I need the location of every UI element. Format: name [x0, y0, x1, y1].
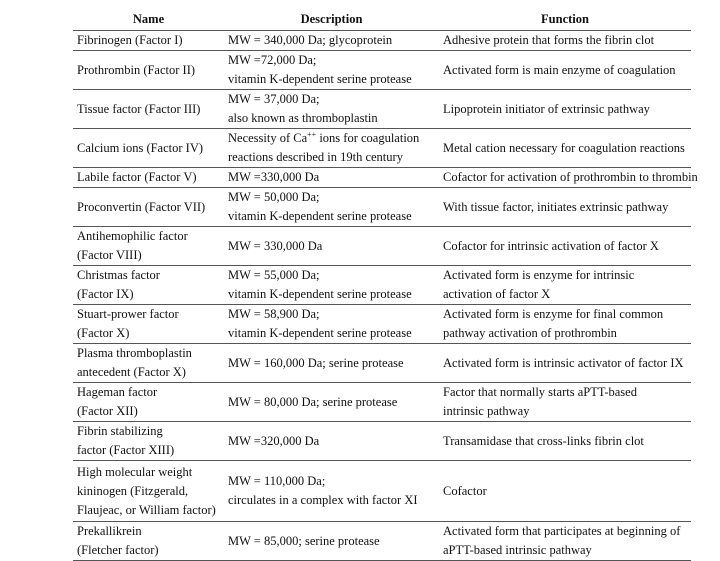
cell-name: [73, 344, 224, 383]
cell-function: [439, 31, 691, 51]
cell-name: [73, 31, 224, 51]
cell-line: Flaujeac, or William factor): [77, 502, 216, 517]
table-row: [73, 168, 691, 188]
cell-line: also known as thromboplastin: [228, 111, 378, 125]
cell-line: MW = 340,000 Da; glycoprotein: [228, 33, 393, 47]
cell-function: [439, 51, 691, 90]
cell-name: [73, 266, 224, 305]
cell-function: [439, 90, 691, 129]
cell-line: Cofactor for intrinsic activation of factor X: [443, 238, 659, 253]
cell-line: MW = 50,000 Da;: [228, 190, 320, 204]
cell-description: [224, 344, 439, 383]
cell-line: MW = 37,000 Da;: [228, 92, 320, 106]
cell-name: [73, 422, 224, 461]
cell-line: MW = 80,000 Da; serine protease: [228, 394, 398, 409]
cell-function: [439, 188, 691, 227]
cell-line: MW =72,000 Da;: [228, 53, 317, 67]
cell-line: (Factor IX): [77, 287, 134, 301]
cell-line: Cofactor for activation of prothrombin to thrombin: [443, 170, 698, 184]
cell-line: Hageman factor: [77, 385, 158, 399]
cell-line: Fibrin stabilizing: [77, 424, 163, 438]
superscript-charge: ++: [307, 129, 317, 139]
cell-line: Stuart-prower factor: [77, 307, 179, 321]
cell-line: Metal cation necessary for coagulation reactions: [443, 140, 685, 155]
cell-function: [439, 522, 691, 561]
table-row: [73, 305, 691, 344]
cell-line: vitamin K-dependent serine protease: [228, 326, 412, 340]
cell-line: Antihemophilic factor: [77, 229, 188, 243]
cell-function: [439, 129, 691, 168]
cell-line: vitamin K-dependent serine protease: [228, 287, 412, 301]
cell-line: reactions described in 19th century: [228, 150, 403, 164]
header-name: Name: [73, 8, 224, 31]
table-row: [73, 422, 691, 461]
cell-function: [439, 168, 698, 188]
text-run: ions for coagulation: [316, 131, 420, 145]
cell-description: [224, 31, 439, 51]
cell-line: (Factor XII): [77, 404, 138, 418]
table-row: [73, 227, 691, 266]
table-row: [73, 383, 691, 422]
cell-function: [439, 422, 691, 461]
header-description: Description: [224, 8, 439, 31]
cell-name: [73, 383, 224, 422]
cell-line: Christmas factor: [77, 268, 160, 282]
cell-description: [224, 266, 439, 305]
cell-line: Activated form is main enzyme of coagulation: [443, 62, 676, 77]
cell-name: [73, 168, 224, 188]
cell-line: Fibrinogen (Factor I): [77, 33, 183, 47]
cell-line: MW = 58,900 Da;: [228, 307, 320, 321]
cell-line: factor (Factor XIII): [77, 443, 175, 457]
cell-line: (Factor X): [77, 326, 130, 340]
cell-name: [73, 51, 224, 90]
cell-name: [73, 522, 224, 561]
table-row: [73, 31, 691, 51]
cell-line: MW = 110,000 Da;: [228, 474, 326, 488]
cell-line: (Fletcher factor): [77, 543, 159, 557]
text-run: Necessity of Ca: [228, 131, 308, 145]
cell-line: Activated form is intrinsic activator of factor IX: [443, 355, 684, 370]
cell-line: Cofactor: [443, 483, 487, 498]
cell-line: MW =330,000 Da: [228, 170, 320, 184]
cell-line: Activated form is enzyme for intrinsic: [443, 268, 635, 282]
cell-function: [439, 383, 691, 422]
table-row: [73, 90, 691, 129]
cell-line: Prothrombin (Factor II): [77, 62, 196, 77]
cell-line: (Factor VIII): [77, 248, 142, 262]
cell-line: Plasma thromboplastin: [77, 346, 192, 360]
header-row: [73, 8, 691, 31]
cell-description: [224, 422, 439, 461]
cell-line: antecedent (Factor X): [77, 365, 186, 379]
cell-function: [439, 461, 691, 522]
cell-description: [224, 168, 439, 188]
cell-description: [224, 305, 439, 344]
cell-line: With tissue factor, initiates extrinsic pathway: [443, 199, 669, 214]
table-row: [73, 344, 691, 383]
table-row: [73, 129, 691, 168]
cell-description: [224, 51, 439, 90]
cell-line: [228, 129, 435, 148]
table-row: [73, 188, 691, 227]
cell-line: Prekallikrein: [77, 524, 142, 538]
cell-description: [224, 461, 439, 522]
coagulation-factors-table: [73, 8, 698, 561]
cell-line: MW = 55,000 Da;: [228, 268, 320, 282]
cell-line: kininogen (Fitzgerald,: [77, 483, 189, 498]
cell-name: [73, 129, 224, 168]
cell-line: Activated form is enzyme for final common: [443, 307, 664, 321]
cell-line: pathway activation of prothrombin: [443, 326, 617, 340]
cell-description: [224, 227, 439, 266]
cell-description: [224, 129, 439, 168]
cell-line: Factor that normally starts aPTT-based: [443, 385, 637, 399]
cell-name: [73, 305, 224, 344]
cell-line: aPTT-based intrinsic pathway: [443, 543, 592, 557]
table-row: [73, 461, 691, 522]
cell-line: Calcium ions (Factor IV): [77, 140, 204, 155]
cell-line: Lipoprotein initiator of extrinsic pathway: [443, 101, 650, 116]
cell-description: [224, 90, 439, 129]
cell-function: [439, 305, 691, 344]
cell-line: intrinsic pathway: [443, 404, 530, 418]
cell-line: Labile factor (Factor V): [77, 170, 197, 184]
cell-line: MW =320,000 Da: [228, 433, 320, 448]
table-row: [73, 51, 691, 90]
cell-name: [73, 90, 224, 129]
cell-function: [439, 227, 691, 266]
cell-line: MW = 330,000 Da: [228, 238, 323, 253]
cell-description: [224, 188, 439, 227]
cell-line: MW = 85,000; serine protease: [228, 533, 380, 548]
cell-description: [224, 383, 439, 422]
cell-line: High molecular weight: [77, 464, 193, 479]
table-row: [73, 522, 691, 561]
cell-line: Activated form that participates at beginning of: [443, 524, 681, 538]
cell-line: Adhesive protein that forms the fibrin clot: [443, 33, 655, 47]
header-function: Function: [439, 8, 691, 31]
cell-line: vitamin K-dependent serine protease: [228, 72, 412, 86]
cell-line: MW = 160,000 Da; serine protease: [228, 355, 404, 370]
cell-line: Proconvertin (Factor VII): [77, 199, 206, 214]
cell-name: [73, 188, 224, 227]
table-row: [73, 266, 691, 305]
cell-line: activation of factor X: [443, 287, 551, 301]
cell-line: Tissue factor (Factor III): [77, 101, 201, 116]
cell-name: [73, 227, 224, 266]
cell-line: circulates in a complex with factor XI: [228, 493, 418, 507]
cell-function: [439, 344, 691, 383]
cell-line: vitamin K-dependent serine protease: [228, 209, 412, 223]
cell-name: [73, 461, 224, 522]
cell-line: Transamidase that cross-links fibrin clot: [443, 433, 644, 448]
cell-description: [224, 522, 439, 561]
cell-function: [439, 266, 691, 305]
